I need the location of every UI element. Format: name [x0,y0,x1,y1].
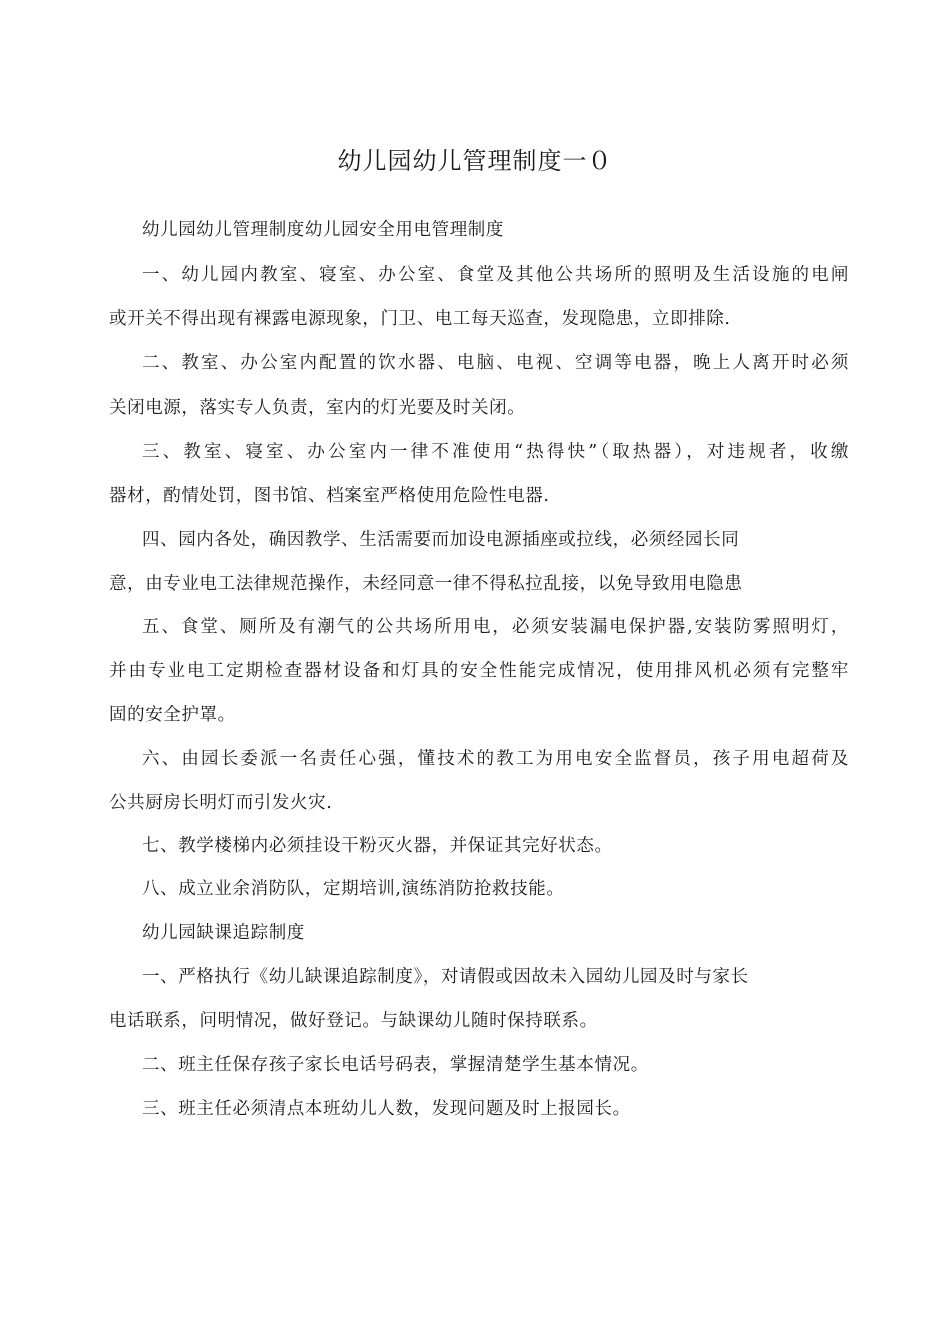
paragraph-line: 或开关不得出现有裸露电源现象，门卫、电工每天巡查，发现隐患，立即排除. [109,309,731,329]
section-heading-absence: 幼儿园缺课追踪制度 [142,923,305,943]
paragraph-line: 一、幼儿园内教室、寝室、办公室、食堂及其他公共场所的照明及生活设施的电闸 [142,265,849,285]
document-title: 幼儿园幼儿管理制度一０ [337,147,613,175]
paragraph-line: 器材，酌情处罚，图书馆、档案室严格使用危险性电器. [109,486,550,506]
paragraph-line: 一、严格执行《幼儿缺课追踪制度》，对请假或因故未入园幼儿园及时与家长 [142,967,749,987]
paragraph-line: 并由专业电工定期检查器材设备和灯具的安全性能完成情况，使用排风机必须有完整牢 [109,661,849,681]
paragraph-line: 二、教室、办公室内配置的饮水器、电脑、电视、空调等电器，晚上人离开时必须 [142,353,849,373]
paragraph-line: 二、班主任保存孩子家长电话号码表，掌握清楚学生基本情况。 [142,1055,649,1075]
paragraph-line: 七、教学楼梯内必须挂设干粉灭火器，并保证其完好状态。 [142,836,613,856]
paragraph-line: 八、成立业余消防队，定期培训,演练消防抢救技能。 [142,879,565,899]
paragraph-line: 三、教室、寝室、办公室内一律不准使用“热得快”（取热器），对违规者，收缴 [142,442,849,462]
section-heading-electricity: 幼儿园幼儿管理制度幼儿园安全用电管理制度 [142,220,504,240]
paragraph-line: 六、由园长委派一名责任心强，懂技术的教工为用电安全监督员，孩子用电超荷及 [142,749,849,769]
paragraph-line: 固的安全护罩。 [109,705,236,725]
paragraph-line: 五、食堂、厕所及有潮气的公共场所用电，必须安装漏电保护器,安装防雾照明灯， [142,617,849,637]
paragraph-line: 意，由专业电工法律规范操作，未经同意一律不得私拉乱接，以免导致用电隐患 [109,574,743,594]
paragraph-line: 公共厨房长明灯而引发火灾. [109,793,333,813]
paragraph-line: 电话联系，问明情况，做好登记。与缺课幼儿随时保持联系。 [109,1011,598,1031]
paragraph-line: 四、园内各处，确因教学、生活需要而加设电源插座或拉线，必须经园长同 [142,530,740,550]
paragraph-line: 关闭电源，落实专人负责，室内的灯光要及时关闭。 [109,398,526,418]
paragraph-line: 三、班主任必须清点本班幼儿人数，发现问题及时上报园长。 [142,1099,631,1119]
